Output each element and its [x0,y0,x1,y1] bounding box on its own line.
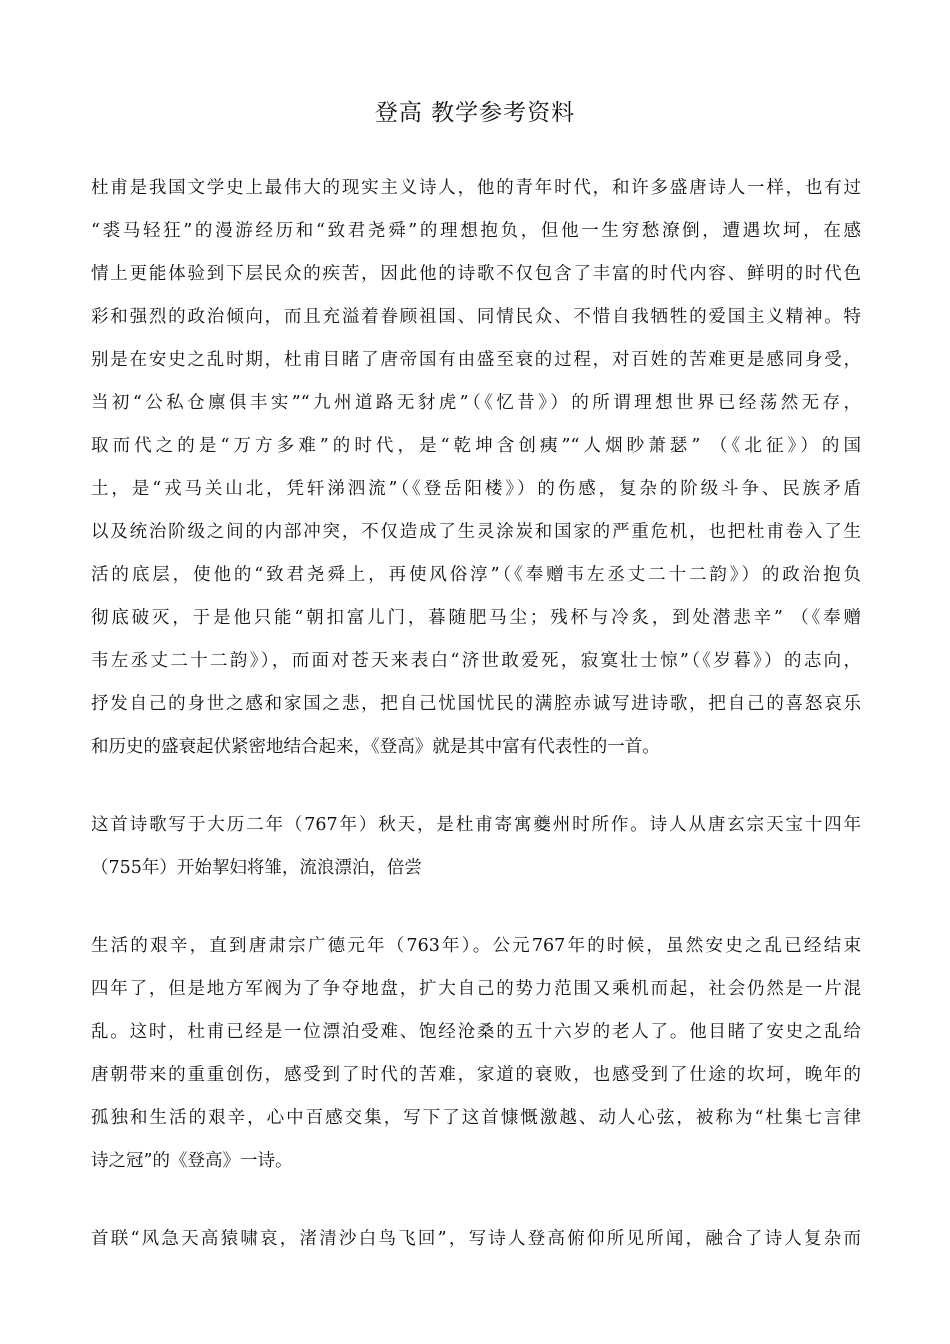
text-line: 诗之冠”的《登高》一诗。 [91,1151,293,1171]
text-line: 乱。这时，杜甫已经是一位漂泊受难、饱经沧桑的五十六岁的老人了。他目睹了安史之乱给 [91,1022,861,1042]
text-line: 首联“风急天高猿啸哀，渚清沙白鸟飞回”，写诗人登高俯仰所见所闻，融合了诗人复杂而 [91,1229,861,1249]
text-line: 杜甫是我国文学史上最伟大的现实主义诗人，他的青年时代，和许多盛唐诗人一样，也有过 [91,178,861,198]
text-line: 当初“公私仓廪俱丰实”“九州道路无豺虎”（《忆昔》）的所谓理想世界已经荡然无存， [91,393,861,413]
text-line: 以及统治阶级之间的内部冲突，不仅造成了生灵涂炭和国家的严重危机，也把杜甫卷入了生 [91,522,861,542]
text-line: 和历史的盛衰起伏紧密地结合起来，《登高》就是其中富有代表性的一首。 [91,737,660,757]
text-line: 活的底层，使他的“致君尧舜上，再使风俗淳”（《奉赠韦左丞丈二十二韵》）的政治抱负 [91,565,861,585]
text-line: “裘马轻狂”的漫游经历和“致君尧舜”的理想抱负，但他一生穷愁潦倒，遭遇坎坷，在感 [91,221,861,241]
text-line: 彩和强烈的政治倾向，而且充溢着眷顾祖国、同情民众、不惜自我牺牲的爱国主义精神。特 [91,307,861,327]
text-line: 抒发自己的身世之感和家国之悲，把自己忧国忧民的满腔赤诚写进诗歌，把自己的喜怒哀乐 [91,694,861,714]
document-title: 登高 教学参考资料 [374,100,576,126]
text-line: 唐朝带来的重重创伤，感受到了时代的苦难，家道的衰败，也感受到了仕途的坎坷，晚年的 [91,1065,861,1085]
text-line: （755年）开始挈妇将雏，流浪漂泊，倍尝 [91,858,422,878]
text-line: 生活的艰辛，直到唐肃宗广德元年（763年）。公元767年的时候，虽然安史之乱已经结束 [91,936,861,956]
text-line: 情上更能体验到下层民众的疾苦，因此他的诗歌不仅包含了丰富的时代内容、鲜明的时代色 [91,264,861,284]
text-line: 韦左丞丈二十二韵》），而面对苍天来表白“济世敢爱死，寂寞壮士惊”（《岁暮》）的志向， [91,651,861,671]
text-line: 彻底破灭，于是他只能“朝扣富儿门，暮随肥马尘；残杯与冷炙，到处潜悲辛” （《奉赠 [91,608,861,628]
text-line: 这首诗歌写于大历二年（767年）秋天，是杜甫寄寓夔州时所作。诗人从唐玄宗天宝十四年 [91,815,861,835]
text-line: 四年了，但是地方军阀为了争夺地盘，扩大自己的势力范围又乘机而起，社会仍然是一片混 [91,979,861,999]
text-line: 土，是“戎马关山北，凭轩涕泗流”（《登岳阳楼》）的伤感，复杂的阶级斗争、民族矛盾 [91,479,861,499]
text-line: 孤独和生活的艰辛，心中百感交集，写下了这首慷慨激越、动人心弦，被称为“杜集七言律 [91,1108,861,1128]
text-line: 取而代之的是“万方多难”的时代，是“乾坤含创痍”“人烟眇萧瑟” （《北征》）的国 [91,436,861,456]
text-line: 别是在安史之乱时期，杜甫目睹了唐帝国有由盛至衰的过程，对百姓的苦难更是感同身受， [91,350,861,370]
